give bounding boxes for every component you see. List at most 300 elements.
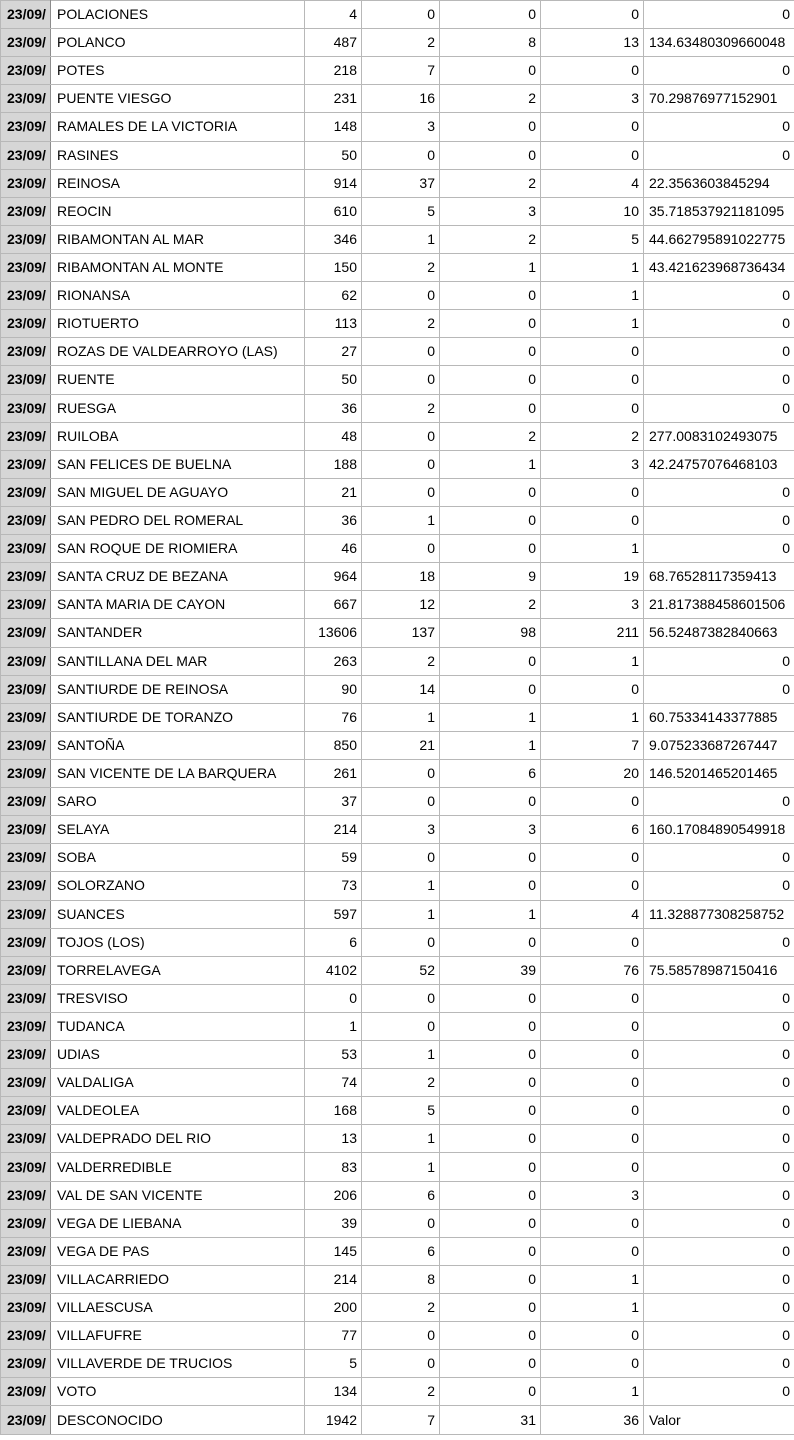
value-cell[interactable]: 1 [541,310,644,338]
value-cell[interactable]: 36 [541,1406,644,1434]
date-cell[interactable]: 23/09/ [1,141,51,169]
date-cell[interactable]: 23/09/ [1,816,51,844]
value-cell[interactable]: 36 [305,394,362,422]
municipality-cell[interactable]: VILLAESCUSA [51,1294,305,1322]
municipality-cell[interactable]: SAN FELICES DE BUELNA [51,450,305,478]
value-cell[interactable]: 0 [362,928,440,956]
date-cell[interactable]: 23/09/ [1,1041,51,1069]
value-cell[interactable]: 214 [305,1265,362,1293]
value-cell[interactable]: 90 [305,675,362,703]
rate-cell[interactable]: 0 [644,1209,794,1237]
value-cell[interactable]: 0 [541,57,644,85]
value-cell[interactable]: 0 [362,366,440,394]
value-cell[interactable]: 0 [362,1322,440,1350]
date-cell[interactable]: 23/09/ [1,1153,51,1181]
value-cell[interactable]: 1 [362,900,440,928]
rate-cell[interactable]: 35.718537921181095 [644,197,794,225]
value-cell[interactable]: 211 [541,619,644,647]
date-cell[interactable]: 23/09/ [1,1181,51,1209]
municipality-cell[interactable]: RAMALES DE LA VICTORIA [51,113,305,141]
value-cell[interactable]: 1 [541,647,644,675]
municipality-cell[interactable]: VEGA DE PAS [51,1237,305,1265]
date-cell[interactable]: 23/09/ [1,675,51,703]
value-cell[interactable]: 597 [305,900,362,928]
date-cell[interactable]: 23/09/ [1,478,51,506]
value-cell[interactable]: 46 [305,535,362,563]
value-cell[interactable]: 0 [440,928,541,956]
value-cell[interactable]: 7 [541,731,644,759]
value-cell[interactable]: 0 [362,141,440,169]
value-cell[interactable]: 0 [440,675,541,703]
value-cell[interactable]: 0 [541,141,644,169]
value-cell[interactable]: 0 [541,872,644,900]
value-cell[interactable]: 98 [440,619,541,647]
municipality-cell[interactable]: SOLORZANO [51,872,305,900]
value-cell[interactable]: 3 [362,113,440,141]
value-cell[interactable]: 4102 [305,956,362,984]
value-cell[interactable]: 0 [541,1125,644,1153]
municipality-cell[interactable]: RIBAMONTAN AL MAR [51,225,305,253]
value-cell[interactable]: 48 [305,422,362,450]
value-cell[interactable]: 346 [305,225,362,253]
value-cell[interactable]: 0 [440,1041,541,1069]
value-cell[interactable]: 7 [362,57,440,85]
municipality-cell[interactable]: SANTIURDE DE TORANZO [51,703,305,731]
value-cell[interactable]: 0 [440,1,541,29]
municipality-cell[interactable]: SANTANDER [51,619,305,647]
value-cell[interactable]: 52 [362,956,440,984]
municipality-cell[interactable]: UDIAS [51,1041,305,1069]
value-cell[interactable]: 1 [362,872,440,900]
date-cell[interactable]: 23/09/ [1,872,51,900]
rate-cell[interactable]: 0 [644,506,794,534]
date-cell[interactable]: 23/09/ [1,1350,51,1378]
value-cell[interactable]: 7 [362,1406,440,1434]
value-cell[interactable]: 0 [440,394,541,422]
date-cell[interactable]: 23/09/ [1,253,51,281]
municipality-cell[interactable]: TORRELAVEGA [51,956,305,984]
date-cell[interactable]: 23/09/ [1,759,51,787]
date-cell[interactable]: 23/09/ [1,788,51,816]
value-cell[interactable]: 0 [362,788,440,816]
date-cell[interactable]: 23/09/ [1,1069,51,1097]
rate-cell[interactable]: 56.52487382840663 [644,619,794,647]
municipality-cell[interactable]: RUENTE [51,366,305,394]
value-cell[interactable]: 0 [541,1350,644,1378]
value-cell[interactable]: 0 [362,984,440,1012]
value-cell[interactable]: 6 [440,759,541,787]
value-cell[interactable]: 77 [305,1322,362,1350]
value-cell[interactable]: 0 [541,1237,644,1265]
value-cell[interactable]: 964 [305,563,362,591]
value-cell[interactable]: 145 [305,1237,362,1265]
date-cell[interactable]: 23/09/ [1,422,51,450]
rate-cell[interactable]: 0 [644,1097,794,1125]
value-cell[interactable]: 0 [440,282,541,310]
rate-cell[interactable]: 0 [644,113,794,141]
value-cell[interactable]: 0 [440,984,541,1012]
value-cell[interactable]: 1 [541,535,644,563]
value-cell[interactable]: 50 [305,141,362,169]
municipality-cell[interactable]: VAL DE SAN VICENTE [51,1181,305,1209]
value-cell[interactable]: 18 [362,563,440,591]
value-cell[interactable]: 0 [440,1209,541,1237]
value-cell[interactable]: 0 [305,984,362,1012]
value-cell[interactable]: 0 [440,338,541,366]
value-cell[interactable]: 5 [541,225,644,253]
date-cell[interactable]: 23/09/ [1,1097,51,1125]
rate-cell[interactable]: 44.662795891022775 [644,225,794,253]
value-cell[interactable]: 0 [440,1350,541,1378]
value-cell[interactable]: 200 [305,1294,362,1322]
date-cell[interactable]: 23/09/ [1,619,51,647]
value-cell[interactable]: 134 [305,1378,362,1406]
value-cell[interactable]: 2 [362,1378,440,1406]
value-cell[interactable]: 2 [541,422,644,450]
municipality-cell[interactable]: VEGA DE LIEBANA [51,1209,305,1237]
date-cell[interactable]: 23/09/ [1,57,51,85]
value-cell[interactable]: 3 [362,816,440,844]
rate-cell[interactable]: 0 [644,1012,794,1040]
rate-cell[interactable]: 0 [644,675,794,703]
date-cell[interactable]: 23/09/ [1,591,51,619]
value-cell[interactable]: 0 [362,1350,440,1378]
value-cell[interactable]: 6 [541,816,644,844]
value-cell[interactable]: 0 [440,1153,541,1181]
municipality-cell[interactable]: RIONANSA [51,282,305,310]
value-cell[interactable]: 0 [440,1322,541,1350]
value-cell[interactable]: 206 [305,1181,362,1209]
value-cell[interactable]: 1 [541,1294,644,1322]
rate-cell[interactable]: 0 [644,310,794,338]
value-cell[interactable]: 5 [362,1097,440,1125]
date-cell[interactable]: 23/09/ [1,731,51,759]
municipality-cell[interactable]: VOTO [51,1378,305,1406]
date-cell[interactable]: 23/09/ [1,450,51,478]
municipality-cell[interactable]: TOJOS (LOS) [51,928,305,956]
date-cell[interactable]: 23/09/ [1,1,51,29]
value-cell[interactable]: 8 [440,29,541,57]
value-cell[interactable]: 0 [440,1097,541,1125]
rate-cell[interactable]: 0 [644,282,794,310]
value-cell[interactable]: 0 [440,1125,541,1153]
value-cell[interactable]: 214 [305,816,362,844]
date-cell[interactable]: 23/09/ [1,29,51,57]
date-cell[interactable]: 23/09/ [1,956,51,984]
value-cell[interactable]: 2 [362,1069,440,1097]
value-cell[interactable]: 5 [305,1350,362,1378]
municipality-cell[interactable]: SANTILLANA DEL MAR [51,647,305,675]
value-cell[interactable]: 0 [362,844,440,872]
date-cell[interactable]: 23/09/ [1,169,51,197]
municipality-cell[interactable]: VALDERREDIBLE [51,1153,305,1181]
municipality-cell[interactable]: SAN VICENTE DE LA BARQUERA [51,759,305,787]
rate-cell[interactable]: 0 [644,1069,794,1097]
rate-cell[interactable]: 0 [644,1294,794,1322]
value-cell[interactable]: 0 [440,872,541,900]
value-cell[interactable]: 1 [362,506,440,534]
value-cell[interactable]: 6 [362,1237,440,1265]
municipality-cell[interactable]: VALDALIGA [51,1069,305,1097]
date-cell[interactable]: 23/09/ [1,197,51,225]
value-cell[interactable]: 0 [440,1069,541,1097]
date-cell[interactable]: 23/09/ [1,225,51,253]
municipality-cell[interactable]: SANTA CRUZ DE BEZANA [51,563,305,591]
date-cell[interactable]: 23/09/ [1,647,51,675]
value-cell[interactable]: 0 [541,844,644,872]
value-cell[interactable]: 150 [305,253,362,281]
value-cell[interactable]: 0 [440,1265,541,1293]
date-cell[interactable]: 23/09/ [1,928,51,956]
rate-cell[interactable]: 0 [644,394,794,422]
date-cell[interactable]: 23/09/ [1,1265,51,1293]
value-cell[interactable]: 2 [362,29,440,57]
value-cell[interactable]: 0 [440,535,541,563]
date-cell[interactable]: 23/09/ [1,282,51,310]
value-cell[interactable]: 37 [305,788,362,816]
value-cell[interactable]: 31 [440,1406,541,1434]
value-cell[interactable]: 53 [305,1041,362,1069]
municipality-cell[interactable]: RIOTUERTO [51,310,305,338]
value-cell[interactable]: 9 [440,563,541,591]
value-cell[interactable]: 76 [541,956,644,984]
value-cell[interactable]: 1 [362,1125,440,1153]
value-cell[interactable]: 263 [305,647,362,675]
rate-cell[interactable]: 0 [644,1181,794,1209]
value-cell[interactable]: 3 [541,450,644,478]
municipality-cell[interactable]: SOBA [51,844,305,872]
municipality-cell[interactable]: VILLACARRIEDO [51,1265,305,1293]
value-cell[interactable]: 27 [305,338,362,366]
rate-cell[interactable]: 0 [644,1350,794,1378]
date-cell[interactable]: 23/09/ [1,1209,51,1237]
value-cell[interactable]: 1 [440,731,541,759]
value-cell[interactable]: 4 [541,169,644,197]
rate-cell[interactable]: 0 [644,844,794,872]
municipality-cell[interactable]: VALDEPRADO DEL RIO [51,1125,305,1153]
value-cell[interactable]: 3 [440,816,541,844]
municipality-cell[interactable]: SAN MIGUEL DE AGUAYO [51,478,305,506]
value-cell[interactable]: 0 [541,1069,644,1097]
value-cell[interactable]: 0 [541,788,644,816]
value-cell[interactable]: 1 [362,703,440,731]
value-cell[interactable]: 50 [305,366,362,394]
value-cell[interactable]: 2 [440,422,541,450]
value-cell[interactable]: 218 [305,57,362,85]
value-cell[interactable]: 6 [362,1181,440,1209]
rate-cell[interactable]: Valor [644,1406,794,1434]
value-cell[interactable]: 0 [541,1322,644,1350]
value-cell[interactable]: 1 [440,900,541,928]
value-cell[interactable]: 1 [362,225,440,253]
value-cell[interactable]: 0 [541,675,644,703]
date-cell[interactable]: 23/09/ [1,535,51,563]
rate-cell[interactable]: 0 [644,141,794,169]
date-cell[interactable]: 23/09/ [1,703,51,731]
value-cell[interactable]: 188 [305,450,362,478]
rate-cell[interactable]: 22.3563603845294 [644,169,794,197]
date-cell[interactable]: 23/09/ [1,338,51,366]
value-cell[interactable]: 73 [305,872,362,900]
rate-cell[interactable]: 0 [644,478,794,506]
municipality-cell[interactable]: REINOSA [51,169,305,197]
value-cell[interactable]: 1 [362,1153,440,1181]
rate-cell[interactable]: 0 [644,1378,794,1406]
value-cell[interactable]: 36 [305,506,362,534]
value-cell[interactable]: 1 [305,1012,362,1040]
rate-cell[interactable]: 0 [644,366,794,394]
rate-cell[interactable]: 0 [644,928,794,956]
value-cell[interactable]: 0 [440,478,541,506]
value-cell[interactable]: 76 [305,703,362,731]
municipality-cell[interactable]: DESCONOCIDO [51,1406,305,1434]
value-cell[interactable]: 14 [362,675,440,703]
value-cell[interactable]: 1 [362,1041,440,1069]
date-cell[interactable]: 23/09/ [1,1012,51,1040]
value-cell[interactable]: 37 [362,169,440,197]
value-cell[interactable]: 113 [305,310,362,338]
value-cell[interactable]: 850 [305,731,362,759]
rate-cell[interactable]: 0 [644,872,794,900]
rate-cell[interactable]: 68.76528117359413 [644,563,794,591]
value-cell[interactable]: 3 [541,85,644,113]
value-cell[interactable]: 39 [440,956,541,984]
value-cell[interactable]: 1 [541,1265,644,1293]
value-cell[interactable]: 21 [362,731,440,759]
value-cell[interactable]: 0 [541,1041,644,1069]
value-cell[interactable]: 0 [440,141,541,169]
value-cell[interactable]: 0 [440,113,541,141]
municipality-cell[interactable]: VILLAFUFRE [51,1322,305,1350]
date-cell[interactable]: 23/09/ [1,1237,51,1265]
value-cell[interactable]: 1 [440,703,541,731]
municipality-cell[interactable]: POLACIONES [51,1,305,29]
value-cell[interactable]: 0 [541,338,644,366]
value-cell[interactable]: 0 [541,1097,644,1125]
value-cell[interactable]: 0 [362,450,440,478]
value-cell[interactable]: 16 [362,85,440,113]
date-cell[interactable]: 23/09/ [1,394,51,422]
rate-cell[interactable]: 0 [644,338,794,366]
rate-cell[interactable]: 42.24757076468103 [644,450,794,478]
date-cell[interactable]: 23/09/ [1,1406,51,1434]
value-cell[interactable]: 0 [362,535,440,563]
value-cell[interactable]: 13606 [305,619,362,647]
value-cell[interactable]: 19 [541,563,644,591]
value-cell[interactable]: 2 [362,1294,440,1322]
municipality-cell[interactable]: SANTOÑA [51,731,305,759]
date-cell[interactable]: 23/09/ [1,844,51,872]
rate-cell[interactable]: 0 [644,984,794,1012]
value-cell[interactable]: 0 [362,478,440,506]
rate-cell[interactable]: 43.421623968736434 [644,253,794,281]
value-cell[interactable]: 74 [305,1069,362,1097]
value-cell[interactable]: 20 [541,759,644,787]
value-cell[interactable]: 231 [305,85,362,113]
date-cell[interactable]: 23/09/ [1,506,51,534]
value-cell[interactable]: 0 [541,394,644,422]
value-cell[interactable]: 0 [440,788,541,816]
value-cell[interactable]: 914 [305,169,362,197]
value-cell[interactable]: 39 [305,1209,362,1237]
value-cell[interactable]: 0 [541,1012,644,1040]
value-cell[interactable]: 0 [440,1237,541,1265]
value-cell[interactable]: 3 [440,197,541,225]
date-cell[interactable]: 23/09/ [1,85,51,113]
value-cell[interactable]: 0 [440,1378,541,1406]
value-cell[interactable]: 0 [440,1181,541,1209]
rate-cell[interactable]: 160.17084890549918 [644,816,794,844]
municipality-cell[interactable]: POLANCO [51,29,305,57]
value-cell[interactable]: 1 [541,703,644,731]
value-cell[interactable]: 2 [362,253,440,281]
rate-cell[interactable]: 60.75334143377885 [644,703,794,731]
value-cell[interactable]: 0 [440,57,541,85]
rate-cell[interactable]: 75.58578987150416 [644,956,794,984]
value-cell[interactable]: 2 [362,394,440,422]
value-cell[interactable]: 0 [440,647,541,675]
value-cell[interactable]: 487 [305,29,362,57]
value-cell[interactable]: 62 [305,282,362,310]
municipality-cell[interactable]: SAN PEDRO DEL ROMERAL [51,506,305,534]
value-cell[interactable]: 10 [541,197,644,225]
rate-cell[interactable]: 21.817388458601506 [644,591,794,619]
value-cell[interactable]: 1 [541,282,644,310]
value-cell[interactable]: 8 [362,1265,440,1293]
rate-cell[interactable]: 0 [644,1125,794,1153]
value-cell[interactable]: 4 [541,900,644,928]
value-cell[interactable]: 0 [541,506,644,534]
value-cell[interactable]: 0 [440,1012,541,1040]
municipality-cell[interactable]: RUESGA [51,394,305,422]
date-cell[interactable]: 23/09/ [1,366,51,394]
rate-cell[interactable]: 0 [644,788,794,816]
rate-cell[interactable]: 0 [644,1041,794,1069]
value-cell[interactable]: 0 [362,282,440,310]
value-cell[interactable]: 6 [305,928,362,956]
rate-cell[interactable]: 0 [644,1322,794,1350]
municipality-cell[interactable]: RUILOBA [51,422,305,450]
value-cell[interactable]: 13 [541,29,644,57]
date-cell[interactable]: 23/09/ [1,310,51,338]
municipality-cell[interactable]: POTES [51,57,305,85]
value-cell[interactable]: 2 [440,169,541,197]
value-cell[interactable]: 1 [541,253,644,281]
value-cell[interactable]: 2 [440,85,541,113]
rate-cell[interactable]: 277.0083102493075 [644,422,794,450]
municipality-cell[interactable]: SUANCES [51,900,305,928]
value-cell[interactable]: 13 [305,1125,362,1153]
date-cell[interactable]: 23/09/ [1,984,51,1012]
value-cell[interactable]: 2 [440,225,541,253]
value-cell[interactable]: 0 [541,1153,644,1181]
value-cell[interactable]: 168 [305,1097,362,1125]
date-cell[interactable]: 23/09/ [1,900,51,928]
value-cell[interactable]: 261 [305,759,362,787]
date-cell[interactable]: 23/09/ [1,563,51,591]
value-cell[interactable]: 0 [440,310,541,338]
rate-cell[interactable]: 0 [644,1265,794,1293]
date-cell[interactable]: 23/09/ [1,1322,51,1350]
value-cell[interactable]: 1 [440,450,541,478]
rate-cell[interactable]: 0 [644,535,794,563]
value-cell[interactable]: 0 [362,1209,440,1237]
municipality-cell[interactable]: REOCIN [51,197,305,225]
municipality-cell[interactable]: ROZAS DE VALDEARROYO (LAS) [51,338,305,366]
value-cell[interactable]: 3 [541,591,644,619]
value-cell[interactable]: 0 [541,984,644,1012]
value-cell[interactable]: 0 [440,1294,541,1322]
